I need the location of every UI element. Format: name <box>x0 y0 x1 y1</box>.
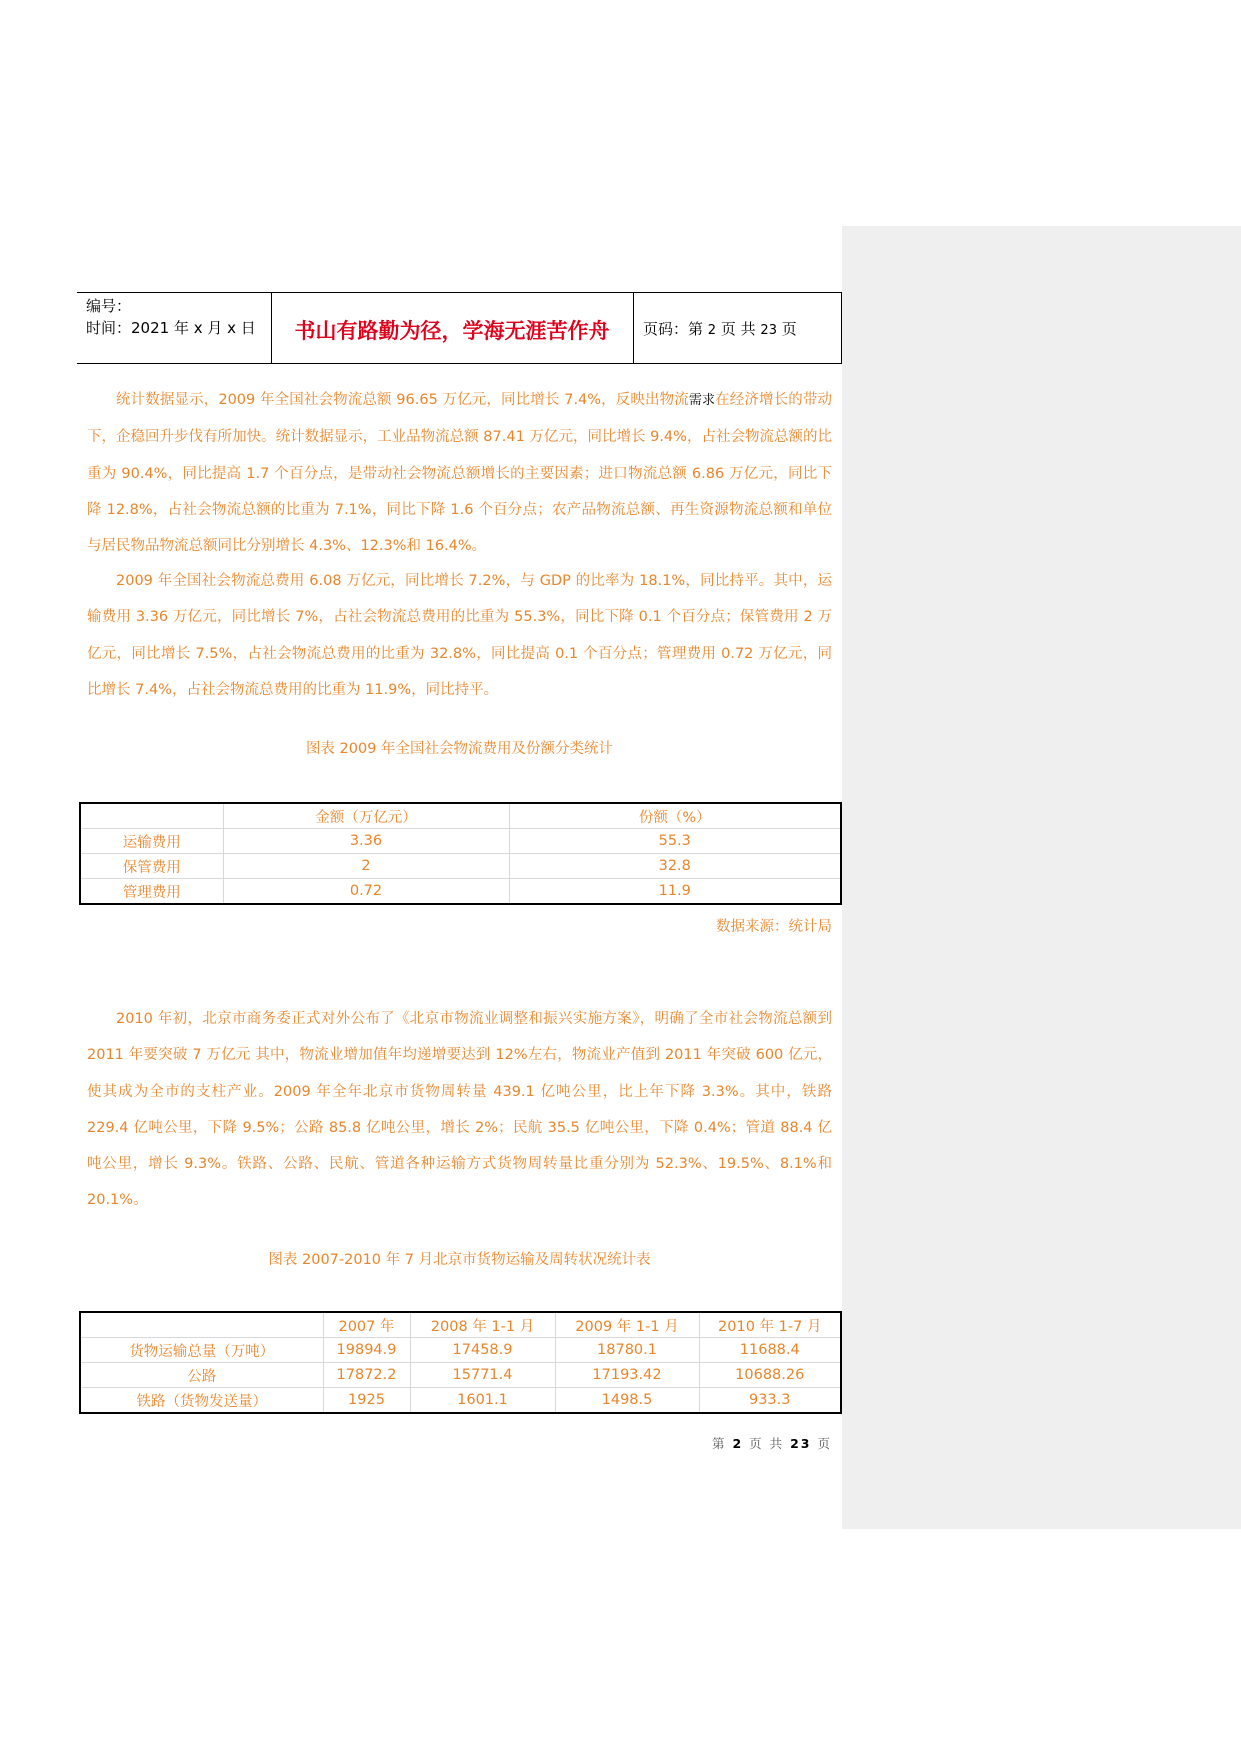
highlight-word: 需求 <box>688 393 716 408</box>
table-row <box>80 854 841 879</box>
time-label: 时间：2021 年 x 月 x 日 <box>86 319 256 337</box>
table-cell: 2007 年 <box>323 1312 410 1338</box>
page-footer: 第 2 页 共 23 页 <box>711 1436 832 1451</box>
paragraph-logistics-total: 统计数据显示，2009 年全国社会物流总额 96.65 万亿元，同比增长 7.4%，反映出物流需求在经济增长的带动下，企稳回升步伐有所加快。统计数据显示，工业品物流总额 87.41 万亿元，同比增长 9.4%，占社会物流总额的比重为 90.4%，同比提高 1.7 个百分点，是带动社会物流总额增长的主要因素；进口物流总额 6.86 万亿元，同比下降 12.8%，占社会物流总额的比重为 7.1%，同比下降 1.6 个百分点；农产品物流总额、再生资源物流总额和单位与居民物品物流总额同比分别增长 4.3%、12.3%和 16.4%。 <box>87 392 832 555</box>
table-header-row <box>80 803 841 829</box>
paragraph-logistics-cost: 2009 年全国社会物流总费用 6.08 万亿元，同比增长 7.2%，与 GDP 的比率为 18.1%，同比持平。其中，运输费用 3.36 万亿元，同比增长 7%，占社会物流总费用的比重为 55.3%，同比下降 0.1 个百分点；保管费用 2 万亿元，同比增长 7.5%，占社会物流总费用的比重为 32.8%，同比提高 0.1 个百分点；管理费用 0.72 万亿元，同比增长 7.4%，占社会物流总费用的比重为 11.9%，同比持平。 <box>87 573 832 698</box>
table-header-row <box>80 1312 841 1338</box>
table-cell: 1498.5 <box>555 1388 699 1414</box>
table-cell: 2010 年 1-7 月 <box>699 1312 841 1338</box>
table-cell: 货物运输总量（万吨） <box>80 1338 323 1363</box>
data-source-note: 数据来源：统计局 <box>716 919 832 935</box>
table-cell: 933.3 <box>699 1388 841 1414</box>
table-row <box>80 1388 841 1414</box>
table-cell: 55.3 <box>509 829 841 854</box>
table-cell: 18780.1 <box>555 1338 699 1363</box>
table-cell: 铁路（货物发送量） <box>80 1388 323 1414</box>
table-cell: 32.8 <box>509 854 841 879</box>
table-row <box>80 879 841 905</box>
table-cell: 金额（万亿元） <box>223 803 509 829</box>
table-cell: 公路 <box>80 1363 323 1388</box>
table-cell <box>80 1312 323 1338</box>
table-cell: 1925 <box>323 1388 410 1414</box>
header-divider <box>841 293 842 363</box>
table-cell: 19894.9 <box>323 1338 410 1363</box>
table2-caption: 图表 2007-2010 年 7 月北京市货物运输及周转状况统计表 <box>268 1252 651 1268</box>
table-cell: 1601.1 <box>410 1388 555 1414</box>
table-cell <box>80 803 223 829</box>
table-row <box>80 829 841 854</box>
table-cell: 2 <box>223 854 509 879</box>
table-cell: 3.36 <box>223 829 509 854</box>
header-meta <box>86 295 256 339</box>
table-cell: 17193.42 <box>555 1363 699 1388</box>
table-cell: 份额（%） <box>509 803 841 829</box>
table-cell: 0.72 <box>223 879 509 905</box>
table-row <box>80 1363 841 1388</box>
table-cell: 11.9 <box>509 879 841 905</box>
comment-sidebar <box>842 226 1241 1529</box>
paragraph-beijing-logistics: 2010 年初，北京市商务委正式对外公布了《北京市物流业调整和振兴实施方案》，明确了全市社会物流总额到 2011 年要突破 7 万亿元 其中，物流业增加值年均递增要达到 12%左右，物流业产值到 2011 年突破 600 亿元，使其成为全市的支柱产业。2009 年全年北京市货物周转量 439.1 亿吨公里，比上年下降 3.3%。其中，铁路 229.4 亿吨公里，下降 9.5%；公路 85.8 亿吨公里，增长 2%；民航 35.5 亿吨公里，下降 0.4%；管道 88.4 亿吨公里，增长 9.3%。铁路、公路、民航、管道各种运输方式货物周转量比重分别为 52.3%、19.5%、8.1%和 20.1%。 <box>87 1011 832 1209</box>
table-cell: 15771.4 <box>410 1363 555 1388</box>
number-label: 编号： <box>86 297 132 315</box>
table-cell: 保管费用 <box>80 854 223 879</box>
table-cell: 运输费用 <box>80 829 223 854</box>
freight-transport-table <box>79 1311 842 1414</box>
table-cell: 11688.4 <box>699 1338 841 1363</box>
table-cell: 10688.26 <box>699 1363 841 1388</box>
header-motto: 书山有路勤为径，学海无涯苦作舟 <box>294 319 610 343</box>
table-cell: 17458.9 <box>410 1338 555 1363</box>
header-divider <box>633 293 634 363</box>
header-page-number: 页码：第 2 页 共 23 页 <box>643 320 797 338</box>
table-cell: 2008 年 1-1 月 <box>410 1312 555 1338</box>
table1-caption: 图表 2009 年全国社会物流费用及份额分类统计 <box>305 741 614 757</box>
cost-share-table <box>79 802 842 905</box>
table-row <box>80 1338 841 1363</box>
table-cell: 2009 年 1-1 月 <box>555 1312 699 1338</box>
table-cell: 管理费用 <box>80 879 223 905</box>
table-cell: 17872.2 <box>323 1363 410 1388</box>
document-header <box>77 292 842 364</box>
